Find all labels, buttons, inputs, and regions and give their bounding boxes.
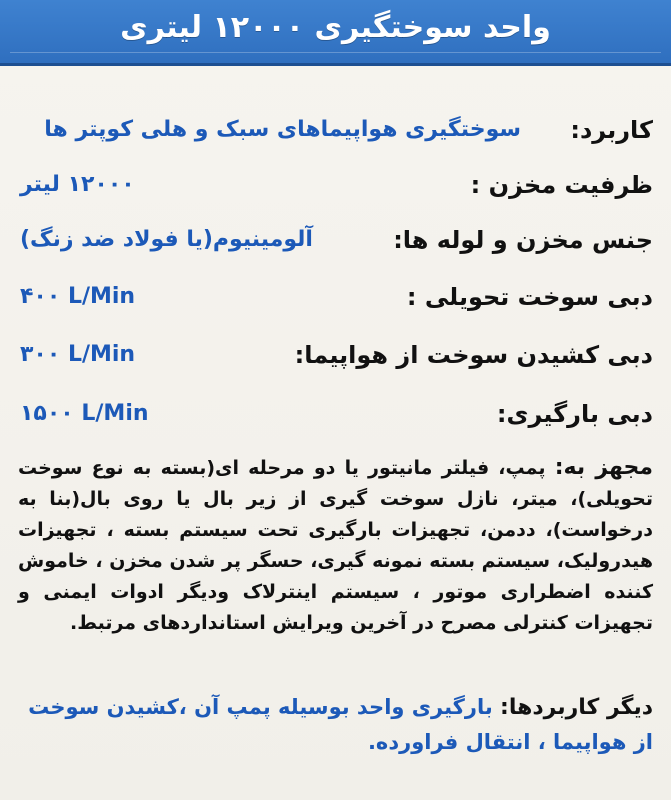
spec-value: سوختگیری هواپیماهای سبک و هلی کوپتر ها [44, 117, 521, 142]
equipment-label: مجهز به: [554, 455, 654, 480]
page-title: واحد سوختگیری ۱۲۰۰۰ لیتری [120, 10, 551, 45]
other-uses-text: بارگیری واحد بوسیله پمپ آن ،کشیدن سوخت از هواپیما ، انتقال فراورده. [28, 695, 653, 754]
title-banner [0, 0, 671, 66]
equipment-paragraph [18, 452, 653, 639]
spec-label: دبی بارگیری: [496, 400, 653, 428]
spec-row-defuel-flow [18, 335, 653, 375]
spec-label: ظرفیت مخزن : [470, 171, 653, 199]
spec-label: دبی سوخت تحویلی : [406, 283, 653, 311]
spec-value: ۴۰۰ L/Min [20, 284, 136, 309]
other-uses-paragraph [18, 690, 653, 759]
spec-value: ۱۲۰۰۰ لیتر [20, 172, 135, 197]
spec-row-delivery-flow [18, 277, 653, 317]
spec-label: کاربرد: [570, 116, 653, 144]
spec-row-loading-flow [18, 394, 653, 434]
spec-row-capacity [18, 165, 653, 205]
spec-row-usage [18, 110, 653, 150]
spec-value: ۳۰۰ L/Min [20, 342, 136, 367]
spec-value: ۱۵۰۰ L/Min [20, 401, 149, 426]
spec-label: جنس مخزن و لوله ها: [393, 226, 653, 254]
spec-row-material [18, 220, 653, 260]
spec-label: دبی کشیدن سوخت از هواپیما: [294, 341, 653, 369]
spec-value: آلومینیوم(یا فولاد ضد زنگ) [20, 227, 313, 252]
other-uses-label: دیگر کاربردها: [500, 695, 653, 720]
equipment-text: پمپ، فیلتر مانیتور یا دو مرحله ای(بسته به نوع سوخت تحویلی)، میتر، نازل سوخت گیری از زیر بال یا روی بال(بنا به درخواست)، ددمن، تجهیزات بارگیری تحت سیستم بسته ، تجهیزات هیدرولیک، سیستم بسته نمونه گیری، حسگر پر شدن مخزن ، خاموش کننده اضطراری موتور ، سیستم اینترلاک ودیگر ادوات ایمنی و تجهیزات کنترلی مصرح در آخرین ویرایش استانداردهای مرتبط. [18, 457, 653, 634]
